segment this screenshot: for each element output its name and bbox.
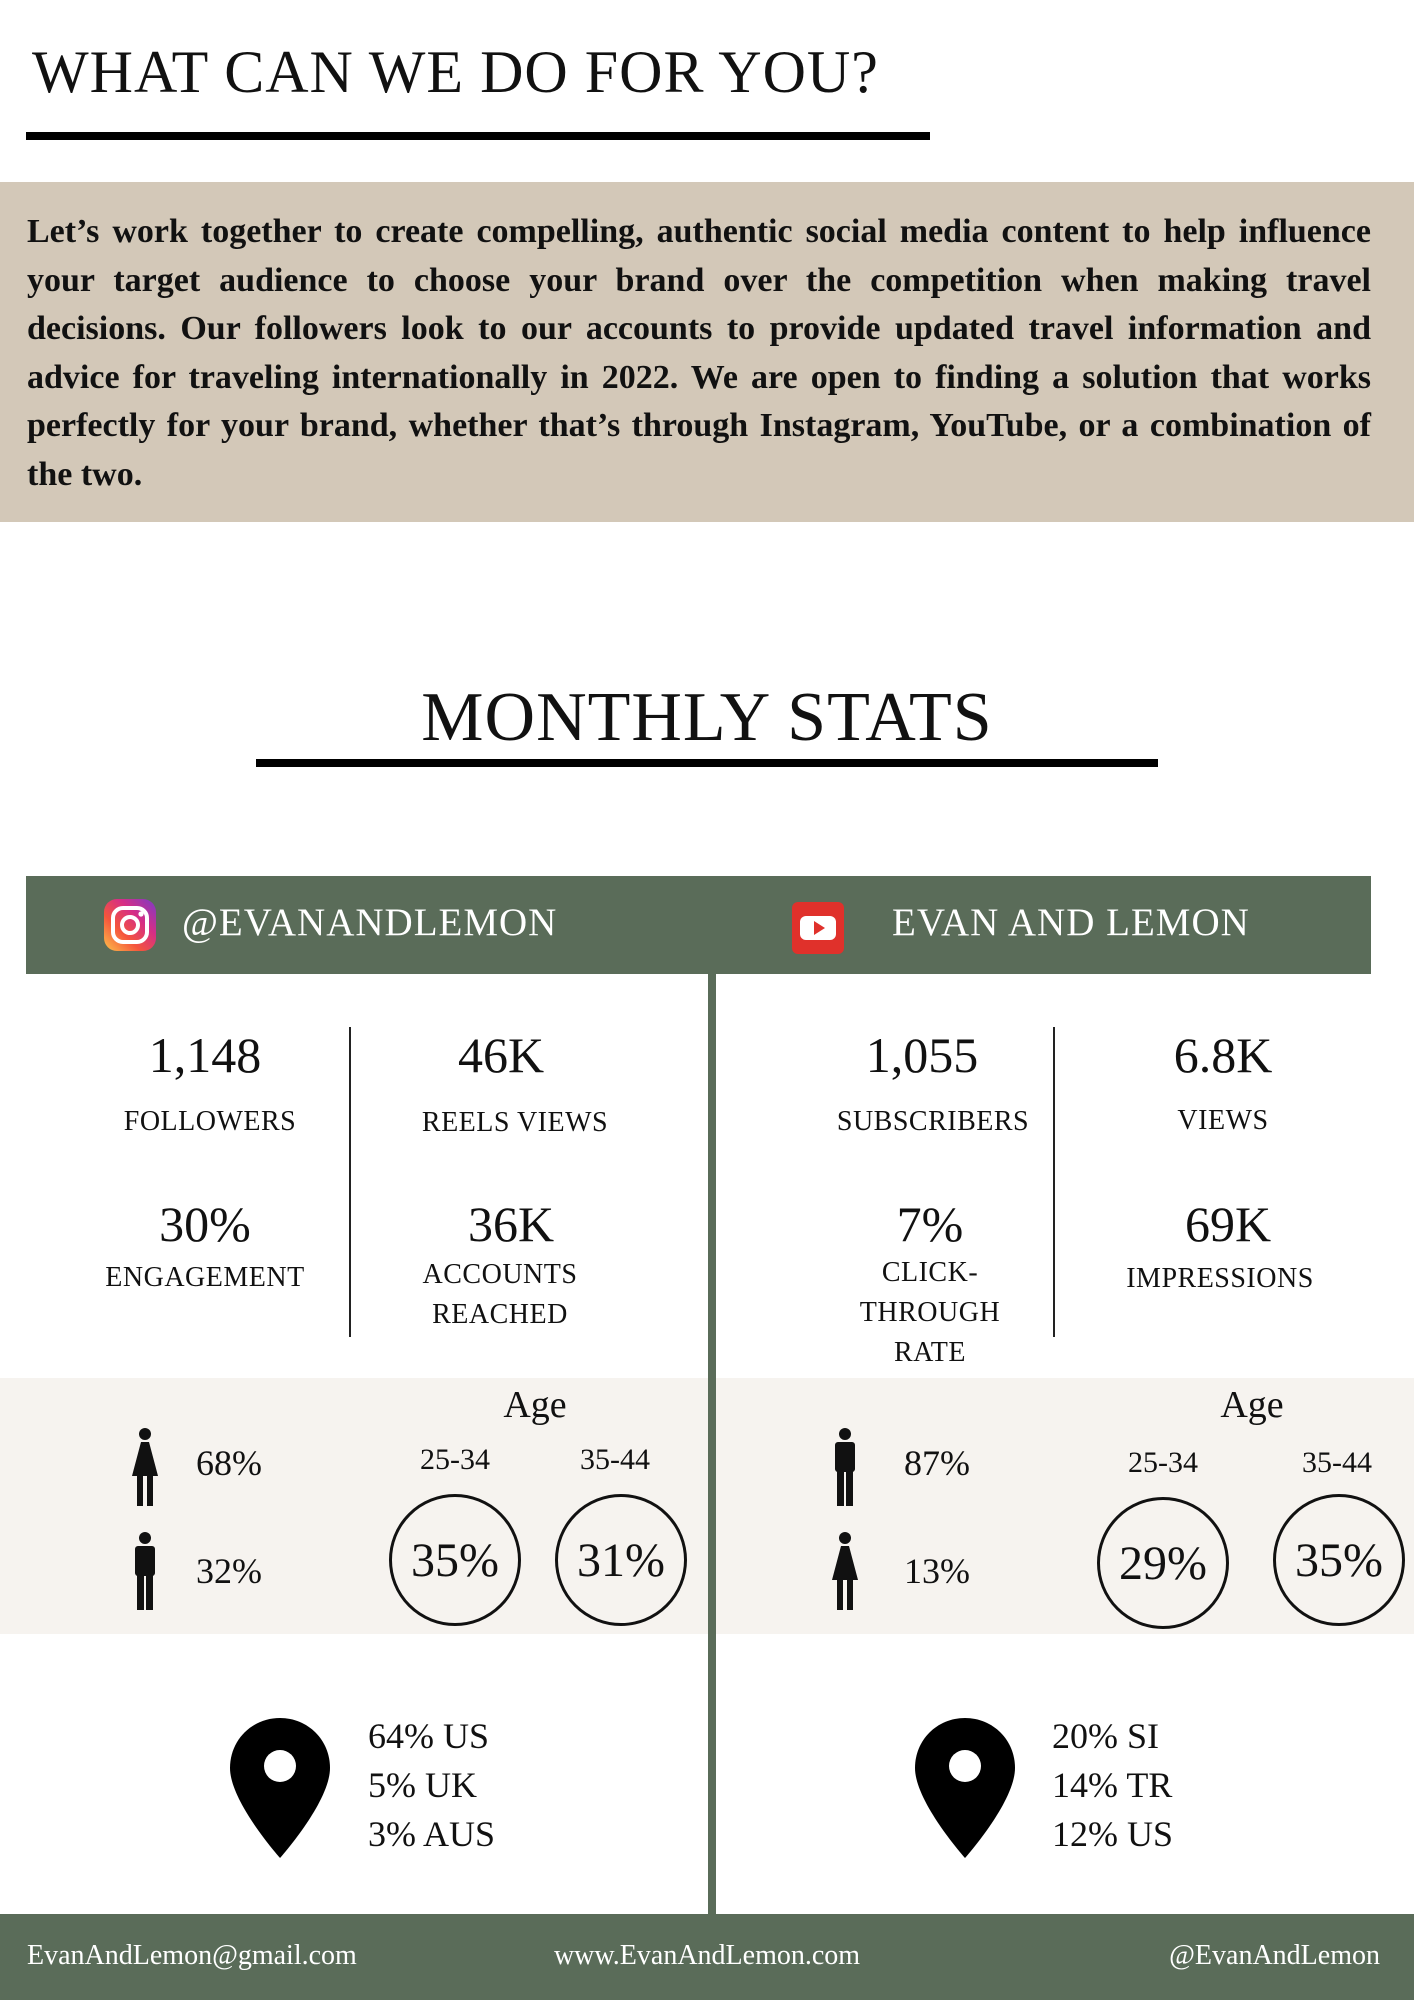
- age-percent-circle: 29%: [1097, 1497, 1229, 1629]
- male-icon: [828, 1428, 862, 1506]
- stat-label: CLICK-THROUGH RATE: [859, 1257, 1001, 1368]
- youtube-icon: [792, 902, 844, 954]
- age-range-label: 25-34: [420, 1443, 490, 1476]
- section-title-monthly-stats: MONTHLY STATS: [421, 679, 993, 756]
- stat-value: 7%: [896, 1196, 964, 1252]
- age-percent-circle: 35%: [1273, 1494, 1405, 1626]
- location-item: 14% TR: [1052, 1765, 1173, 1805]
- column-divider: [708, 974, 716, 1914]
- stat-label: FOLLOWERS: [123, 1106, 297, 1137]
- youtube-channel-name: EVAN AND LEMON: [892, 901, 1250, 944]
- gender-percent: 13%: [904, 1551, 970, 1591]
- section-underline: [256, 759, 1158, 767]
- intro-paragraph: Let’s work together to create compelling, authentic social media content to help influence your target audience to choose your brand over the competition when making travel decisions. Our followers look to our accounts to provide updated travel information and advice for traveling internationally in 2022. We are open to finding a solution that works perfectly for your brand, whether that’s through Instagram, YouTube, or a combination of the two.: [27, 213, 1371, 493]
- gender-percent: 32%: [196, 1551, 262, 1591]
- footer-email-link[interactable]: EvanAndLemon@gmail.com: [27, 1940, 357, 1971]
- age-heading: Age: [1220, 1384, 1284, 1426]
- age-percent-circle: 35%: [389, 1494, 521, 1626]
- gender-percent: 68%: [196, 1443, 262, 1483]
- stat-divider: [1053, 1027, 1055, 1337]
- instagram-locations: [368, 1712, 495, 1859]
- stat-label: SUBSCRIBERS: [836, 1106, 1030, 1137]
- stat-value: 36K: [467, 1196, 555, 1252]
- female-icon: [828, 1532, 862, 1610]
- stat-label: VIEWS: [1177, 1105, 1269, 1136]
- stat-label: ENGAGEMENT: [105, 1262, 305, 1293]
- age-range-label: 35-44: [1302, 1446, 1372, 1479]
- youtube-locations: [1052, 1712, 1173, 1859]
- stat-value: 30%: [159, 1196, 251, 1252]
- instagram-icon: [104, 899, 156, 951]
- title-underline: [26, 132, 930, 140]
- location-item: 3% AUS: [368, 1814, 496, 1854]
- age-range-label: 35-44: [580, 1443, 650, 1476]
- male-icon: [128, 1532, 162, 1610]
- page-title: WHAT CAN WE DO FOR YOU?: [32, 39, 879, 105]
- location-pin-icon: [228, 1716, 332, 1860]
- location-item: 12% US: [1052, 1814, 1174, 1854]
- age-range-label: 25-34: [1128, 1446, 1198, 1479]
- footer-website-link[interactable]: www.EvanAndLemon.com: [553, 1940, 861, 1971]
- stat-label: REELS VIEWS: [421, 1107, 609, 1138]
- location-item: 5% UK: [368, 1765, 477, 1805]
- stat-value: 1,055: [865, 1027, 979, 1083]
- instagram-handle: @EVANANDLEMON: [182, 901, 558, 944]
- female-icon: [128, 1428, 162, 1506]
- stat-value: 69K: [1184, 1196, 1272, 1252]
- location-pin-icon: [913, 1716, 1017, 1860]
- stat-value: 1,148: [148, 1027, 262, 1083]
- age-heading: Age: [503, 1384, 567, 1426]
- stat-label: IMPRESSIONS: [1126, 1263, 1314, 1294]
- stat-value: 6.8K: [1173, 1027, 1273, 1083]
- gender-percent: 87%: [904, 1443, 970, 1483]
- location-item: 64% US: [368, 1716, 490, 1756]
- footer-social-handle[interactable]: @EvanAndLemon: [1169, 1940, 1380, 1971]
- location-item: 20% SI: [1052, 1716, 1159, 1756]
- stat-value: 46K: [457, 1027, 545, 1083]
- stat-label: ACCOUNTS REACHED: [422, 1259, 578, 1330]
- age-percent-circle: 31%: [555, 1494, 687, 1626]
